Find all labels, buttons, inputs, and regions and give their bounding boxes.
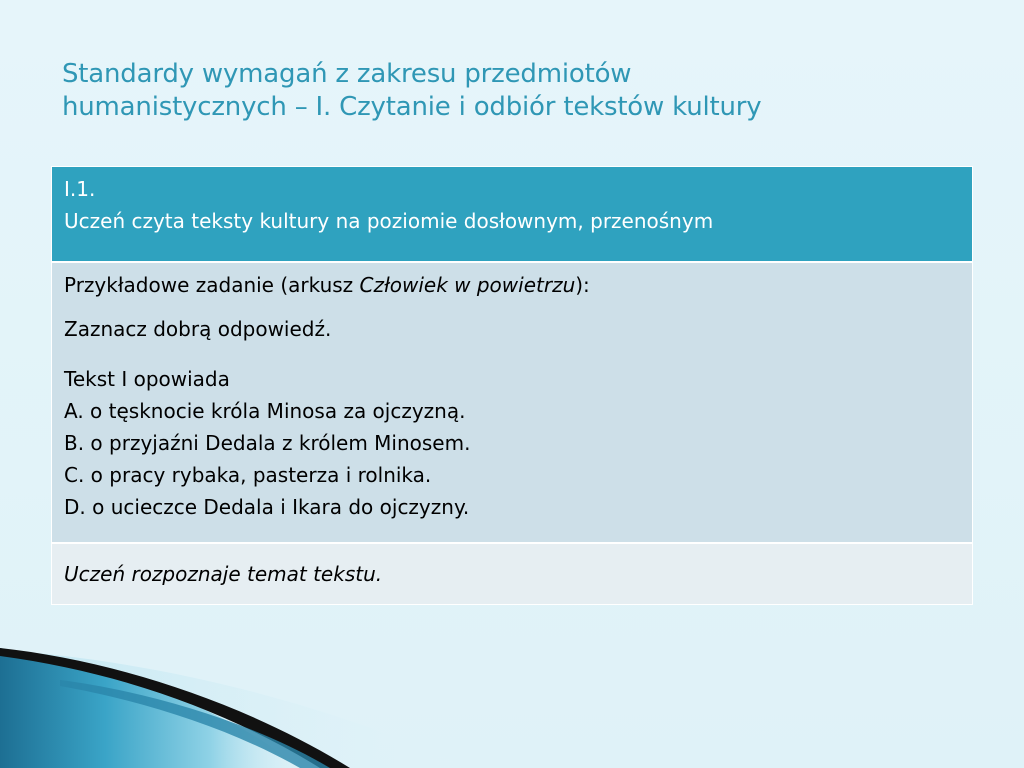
table-example-row <box>52 263 972 544</box>
example-heading <box>64 269 960 301</box>
slide-title-line-1: Standardy wymagań z zakresu przedmiotów <box>62 59 632 89</box>
skill-description: Uczeń rozpoznaje temat tekstu. <box>64 562 383 586</box>
slide-title-line-2: humanistycznych – I. Czytanie i odbiór tekstów kultury <box>62 92 762 122</box>
answer-option-c: C. o pracy rybaka, pasterza i rolnika. <box>64 463 432 487</box>
standard-description: Uczeń czyta teksty kultury na poziomie dosłownym, przenośnym <box>64 209 714 233</box>
example-intro: Przykładowe zadanie (arkusz <box>64 273 360 297</box>
question-text: Tekst I opowiada <box>64 367 230 391</box>
answer-option-b: B. o przyjaźni Dedala z królem Minosem. <box>64 431 471 455</box>
standard-code: I.1. <box>64 177 96 201</box>
table-header-row <box>52 167 972 263</box>
answer-option-a: A. o tęsknocie króla Minosa za ojczyzną. <box>64 399 466 423</box>
answer-option-d: D. o ucieczce Dedala i Ikara do ojczyzny. <box>64 495 470 519</box>
example-sheet-name: Człowiek w powietrzu <box>359 273 576 297</box>
slide-title <box>62 58 962 124</box>
standards-table <box>51 166 973 605</box>
table-footer-row <box>52 544 972 604</box>
instruction-text: Zaznacz dobrą odpowiedź. <box>64 317 332 341</box>
example-end: ): <box>575 273 590 297</box>
